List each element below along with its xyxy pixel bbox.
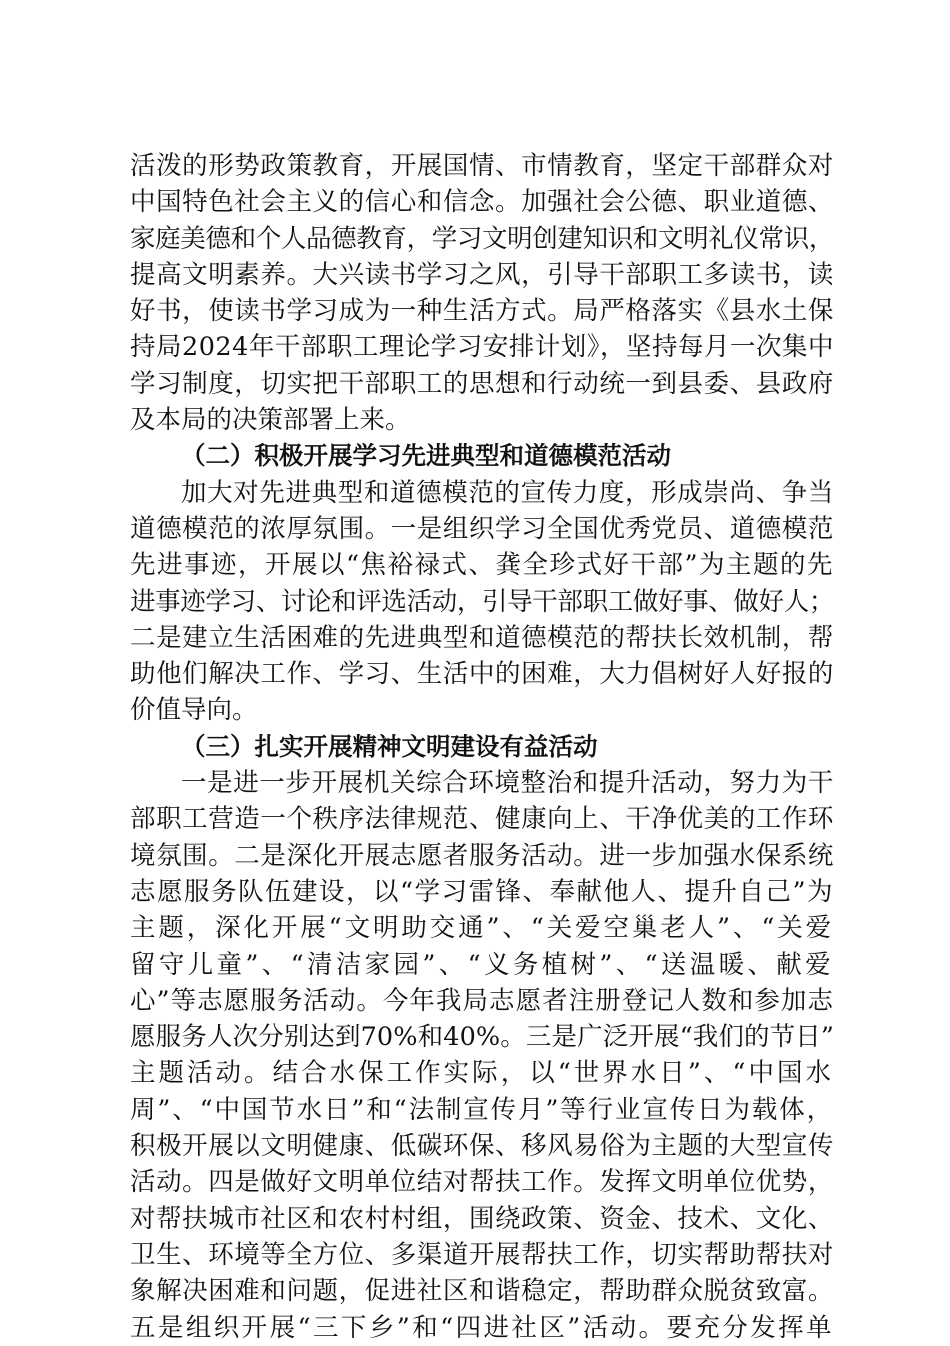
text-line: 一是进一步开展机关综合环境整治和提升活动，努力为干 (181, 768, 834, 799)
text-line: 留守儿童”、“清洁家园”、“义务植树”、“送温暖、献爱 (130, 949, 834, 980)
text-line: 对帮扶城市社区和农村村组，围绕政策、资金、技术、文化、 (130, 1203, 834, 1234)
body-paragraph (130, 148, 834, 438)
text-line: 志愿服务队伍建设，以“学习雷锋、奉献他人、提升自己”为 (130, 876, 834, 907)
body-paragraph (130, 475, 834, 729)
text-line: 持局2024年干部职工理论学习安排计划》，坚持每月一次集中 (130, 332, 834, 363)
text-line: 主题，深化开展“文明助交通”、“关爱空巢老人”、“关爱 (130, 913, 834, 944)
text-line: 道德模范的浓厚氛围。一是组织学习全国优秀党员、道德模范 (130, 513, 834, 544)
text-line: 价值导向。 (130, 695, 258, 726)
text-line: 积极开展以文明健康、低碳环保、移风易俗为主题的大型宣传 (130, 1131, 834, 1162)
text-line: 周”、“中国节水日”和“法制宣传月”等行业宣传日为载体， (130, 1094, 834, 1125)
text-line: 境氛围。二是深化开展志愿者服务活动。进一步加强水保系统 (130, 840, 834, 871)
document-page (130, 148, 834, 1346)
body-paragraph (130, 765, 834, 1346)
text-line: 活动。四是做好文明单位结对帮扶工作。发挥文明单位优势， (130, 1167, 834, 1198)
text-line: 心”等志愿服务活动。今年我局志愿者注册登记人数和参加志 (130, 985, 834, 1016)
text-line: 主题活动。结合水保工作实际，以“世界水日”、“中国水 (130, 1058, 834, 1089)
text-line: 家庭美德和个人品德教育，学习文明创建知识和文明礼仪常识， (130, 223, 834, 254)
text-line: 象解决困难和问题，促进社区和谐稳定，帮助群众脱贫致富。 (130, 1276, 834, 1307)
section-heading: （三）扎实开展精神文明建设有益活动 (181, 731, 598, 761)
text-line: 活泼的形势政策教育，开展国情、市情教育，坚定干部群众对 (130, 151, 834, 181)
text-line: 进事迹学习、讨论和评选活动，引导干部职工做好事、做好人； (130, 586, 834, 617)
text-line: 先进事迹，开展以“焦裕禄式、龚全珍式好干部”为主题的先 (130, 550, 834, 581)
text-line: 及本局的决策部署上来。 (130, 405, 411, 436)
text-line: 助他们解决工作、学习、生活中的困难，大力倡树好人好报的 (130, 659, 834, 690)
text-line: 中国特色社会主义的信心和信念。加强社会公德、职业道德、 (130, 187, 834, 218)
text-line: 提高文明素养。大兴读书学习之风，引导干部职工多读书，读 (130, 259, 834, 290)
text-line: 卫生、环境等全方位、多渠道开展帮扶工作，切实帮助帮扶对 (130, 1239, 834, 1270)
text-line: 好书，使读书学习成为一种生活方式。局严格落实《县水土保 (130, 296, 834, 327)
section-heading: （二）积极开展学习先进典型和道德模范活动 (181, 441, 671, 471)
text-line: 部职工营造一个秩序法律规范、健康向上、干净优美的工作环 (130, 804, 834, 835)
text-line: 愿服务人次分别达到70%和40%。三是广泛开展“我们的节日” (130, 1022, 834, 1053)
text-line: 二是建立生活困难的先进典型和道德模范的帮扶长效机制，帮 (130, 622, 834, 653)
text-line: 学习制度，切实把干部职工的思想和行动统一到县委、县政府 (130, 368, 834, 399)
text-line: 五是组织开展“三下乡”和“四进社区”活动。要充分发挥单 (130, 1312, 834, 1343)
text-line: 加大对先进典型和道德模范的宣传力度，形成崇尚、争当 (181, 477, 834, 508)
